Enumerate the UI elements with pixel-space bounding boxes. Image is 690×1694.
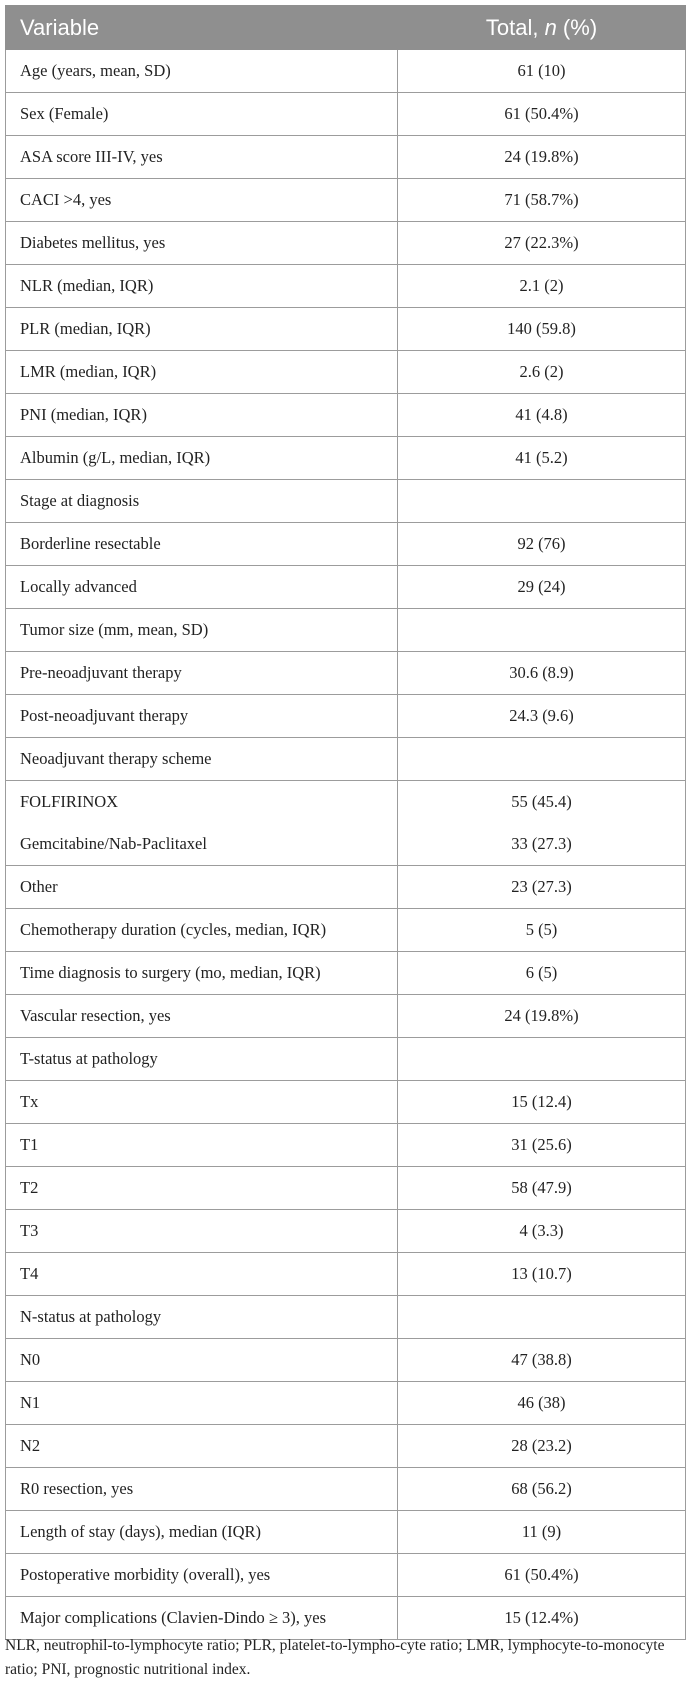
table-section-row	[6, 738, 686, 781]
table-row	[6, 781, 686, 824]
table-row	[6, 995, 686, 1038]
row-label: Diabetes mellitus, yes	[6, 222, 398, 265]
row-label: T2	[6, 1167, 398, 1210]
row-value	[398, 1296, 686, 1339]
row-label: N1	[6, 1382, 398, 1425]
row-label: CACI >4, yes	[6, 179, 398, 222]
row-value: 13 (10.7)	[398, 1253, 686, 1296]
row-label: PLR (median, IQR)	[6, 308, 398, 351]
row-label: Major complications (Clavien-Dindo ≥ 3), yes	[6, 1597, 398, 1640]
table-row	[6, 952, 686, 995]
section-label: T-status at pathology	[6, 1038, 398, 1081]
section-label: Tumor size (mm, mean, SD)	[6, 609, 398, 652]
table-section-row	[6, 1038, 686, 1081]
section-label: Stage at diagnosis	[6, 480, 398, 523]
row-value: 46 (38)	[398, 1382, 686, 1425]
total-header-prefix: Total,	[485, 14, 545, 40]
row-label: Sex (Female)	[6, 93, 398, 136]
row-label: FOLFIRINOX	[6, 781, 398, 824]
row-value: 2.6 (2)	[398, 351, 686, 394]
row-value: 28 (23.2)	[398, 1425, 686, 1468]
table-row	[6, 1425, 686, 1468]
row-value: 24 (19.8%)	[398, 995, 686, 1038]
row-label: Post-neoadjuvant therapy	[6, 695, 398, 738]
row-label: ASA score III-IV, yes	[6, 136, 398, 179]
table-row	[6, 1339, 686, 1382]
table-row	[6, 695, 686, 738]
row-value: 11 (9)	[398, 1511, 686, 1554]
section-label: Neoadjuvant therapy scheme	[6, 738, 398, 781]
row-value: 140 (59.8)	[398, 308, 686, 351]
row-value: 41 (5.2)	[398, 437, 686, 480]
table-section-row	[6, 480, 686, 523]
table-row	[6, 1124, 686, 1167]
row-label: LMR (median, IQR)	[6, 351, 398, 394]
table-row	[6, 652, 686, 695]
table-row	[6, 1554, 686, 1597]
table-row	[6, 1382, 686, 1425]
table-row	[6, 823, 686, 866]
table-row	[6, 308, 686, 351]
row-label: Vascular resection, yes	[6, 995, 398, 1038]
table-row	[6, 1210, 686, 1253]
baseline-characteristics-table	[5, 5, 686, 1640]
row-value: 55 (45.4)	[398, 781, 686, 824]
row-label: T3	[6, 1210, 398, 1253]
row-value	[398, 1038, 686, 1081]
column-header-total	[398, 6, 686, 50]
row-label: PNI (median, IQR)	[6, 394, 398, 437]
row-label: N2	[6, 1425, 398, 1468]
table-row	[6, 866, 686, 909]
table-header-row	[6, 6, 686, 50]
row-label: N0	[6, 1339, 398, 1382]
table-row	[6, 50, 686, 93]
row-value: 15 (12.4%)	[398, 1597, 686, 1640]
row-value: 61 (50.4%)	[398, 1554, 686, 1597]
table-row	[6, 351, 686, 394]
row-value: 31 (25.6)	[398, 1124, 686, 1167]
row-label: Gemcitabine/Nab-Paclitaxel	[6, 823, 398, 866]
table-row	[6, 179, 686, 222]
column-header-variable: Variable	[6, 6, 398, 50]
table-row	[6, 1511, 686, 1554]
row-value: 15 (12.4)	[398, 1081, 686, 1124]
row-label: T4	[6, 1253, 398, 1296]
row-value: 4 (3.3)	[398, 1210, 686, 1253]
row-value: 41 (4.8)	[398, 394, 686, 437]
row-value: 24 (19.8%)	[398, 136, 686, 179]
row-label: R0 resection, yes	[6, 1468, 398, 1511]
table-section-row	[6, 609, 686, 652]
row-value	[398, 609, 686, 652]
table-row	[6, 1253, 686, 1296]
row-label: Borderline resectable	[6, 523, 398, 566]
row-label: Chemotherapy duration (cycles, median, IQR)	[6, 909, 398, 952]
total-header-n: n	[544, 14, 557, 40]
table-row	[6, 1468, 686, 1511]
row-value: 27 (22.3%)	[398, 222, 686, 265]
row-value: 71 (58.7%)	[398, 179, 686, 222]
row-value	[398, 738, 686, 781]
row-value: 30.6 (8.9)	[398, 652, 686, 695]
row-label: Pre-neoadjuvant therapy	[6, 652, 398, 695]
row-label: Tx	[6, 1081, 398, 1124]
row-value: 2.1 (2)	[398, 265, 686, 308]
row-value: 61 (50.4%)	[398, 93, 686, 136]
table-row	[6, 566, 686, 609]
row-label: Other	[6, 866, 398, 909]
baseline-characteristics-table-container	[5, 5, 685, 1640]
row-value: 24.3 (9.6)	[398, 695, 686, 738]
table-row	[6, 265, 686, 308]
row-value: 61 (10)	[398, 50, 686, 93]
table-section-row	[6, 1296, 686, 1339]
row-value: 58 (47.9)	[398, 1167, 686, 1210]
row-value: 33 (27.3)	[398, 823, 686, 866]
section-label: N-status at pathology	[6, 1296, 398, 1339]
row-label: Locally advanced	[6, 566, 398, 609]
row-label: Albumin (g/L, median, IQR)	[6, 437, 398, 480]
table-row	[6, 222, 686, 265]
row-label: NLR (median, IQR)	[6, 265, 398, 308]
table-row	[6, 909, 686, 952]
table-row	[6, 523, 686, 566]
row-label: Postoperative morbidity (overall), yes	[6, 1554, 398, 1597]
row-value: 47 (38.8)	[398, 1339, 686, 1382]
table-row	[6, 136, 686, 179]
total-header-suffix: (%)	[556, 14, 598, 40]
row-value: 5 (5)	[398, 909, 686, 952]
table-row	[6, 1081, 686, 1124]
row-label: Length of stay (days), median (IQR)	[6, 1511, 398, 1554]
table-row	[6, 1167, 686, 1210]
row-value: 92 (76)	[398, 523, 686, 566]
row-label: T1	[6, 1124, 398, 1167]
table-row	[6, 394, 686, 437]
table-row	[6, 437, 686, 480]
row-label: Age (years, mean, SD)	[6, 50, 398, 93]
row-label: Time diagnosis to surgery (mo, median, IQR)	[6, 952, 398, 995]
row-value: 68 (56.2)	[398, 1468, 686, 1511]
row-value: 6 (5)	[398, 952, 686, 995]
row-value: 29 (24)	[398, 566, 686, 609]
row-value: 23 (27.3)	[398, 866, 686, 909]
table-row	[6, 93, 686, 136]
row-value	[398, 480, 686, 523]
table-footnote: NLR, neutrophil-to-lymphocyte ratio; PLR, platelet-to-lympho-cyte ratio; LMR, lymphocyte-to-monocyte ratio; PNI, prognostic nutritional index.	[5, 1637, 665, 1678]
